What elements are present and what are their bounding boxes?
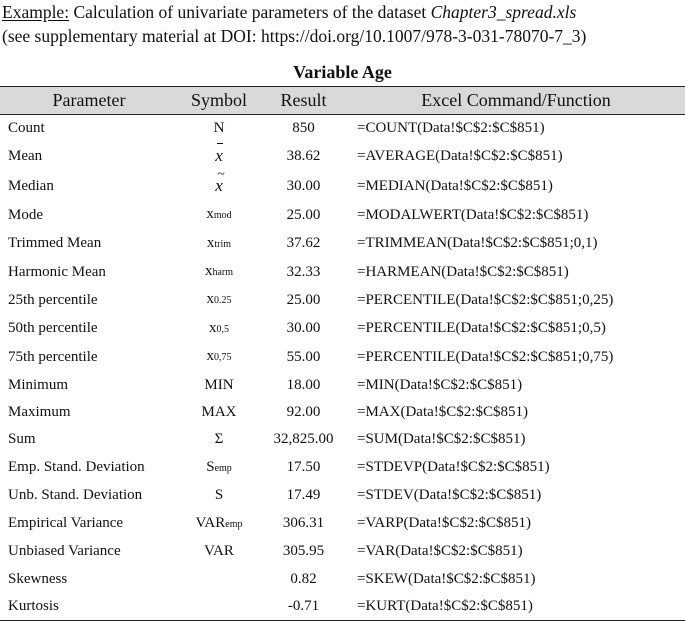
intro-text	[2, 0, 685, 48]
table-title: Variable Age	[293, 62, 392, 82]
cell-command: =PERCENTILE(Data!$C$2:$C$851;0,5)	[357, 320, 606, 337]
table-row	[0, 538, 685, 565]
table-row	[0, 593, 685, 621]
header-parameter: Parameter	[0, 87, 178, 115]
symbol-x-bar: x	[215, 142, 223, 169]
table-row	[0, 399, 685, 426]
table-row	[0, 482, 685, 509]
table-body	[0, 115, 685, 621]
cell-command: =STDEV(Data!$C$2:$C$851)	[357, 487, 542, 504]
symbol-base: N	[213, 120, 225, 136]
cell-result: 305.95	[282, 543, 325, 560]
cell-symbol	[178, 454, 260, 482]
symbol-base: x	[206, 234, 215, 251]
cell-result: 32.33	[286, 263, 321, 280]
table-row	[0, 230, 685, 258]
intro-line-1	[2, 0, 685, 24]
symbol-subscript: trim	[214, 238, 232, 250]
cell-parameter: Kurtosis	[0, 593, 178, 621]
table-header-row	[0, 87, 685, 115]
cell-symbol	[178, 315, 260, 343]
cell-parameter: Mode	[8, 206, 43, 223]
cell-command: =TRIMMEAN(Data!$C$2:$C$851;0,1)	[357, 235, 598, 252]
table-row	[0, 286, 685, 314]
cell-command: =VAR(Data!$C$2:$C$851)	[357, 543, 523, 560]
symbol-x-tilde: ~ x	[215, 172, 223, 199]
symbol-base: VAR	[204, 543, 234, 560]
cell-result: 55.00	[286, 348, 321, 365]
cell-result: -0.71	[260, 593, 347, 621]
cell-command: =HARMEAN(Data!$C$2:$C$851)	[357, 263, 569, 280]
cell-symbol	[178, 593, 260, 621]
cell-result: 38.62	[286, 148, 321, 165]
table-row	[0, 142, 685, 171]
example-label: Example:	[2, 2, 70, 22]
header-result: Result	[260, 87, 347, 115]
cell-result: 306.31	[282, 515, 325, 532]
cell-parameter: Mean	[8, 148, 43, 165]
symbol-subscript: emp	[225, 518, 243, 530]
cell-symbol	[178, 258, 260, 286]
cell-command: =VARP(Data!$C$2:$C$851)	[357, 515, 532, 532]
cell-result: 0.82	[290, 570, 317, 587]
table-row	[0, 510, 685, 538]
symbol-base: S	[206, 458, 215, 475]
cell-command: =MIN(Data!$C$2:$C$851)	[357, 376, 523, 393]
intro-description: Calculation of univariate parameters of the dataset	[69, 2, 431, 22]
symbol-base: S	[214, 487, 224, 504]
cell-symbol	[178, 372, 260, 399]
cell-parameter: Unb. Stand. Deviation	[8, 487, 143, 504]
cell-parameter: Sum	[8, 431, 36, 448]
cell-parameter: Skewness	[8, 570, 68, 587]
cell-symbol	[178, 343, 260, 371]
table-row	[0, 343, 685, 371]
symbol-base: VAR	[195, 514, 226, 531]
header-symbol: Symbol	[178, 87, 260, 115]
cell-command: =KURT(Data!$C$2:$C$851)	[347, 593, 685, 621]
cell-result: 92.00	[286, 404, 321, 421]
cell-symbol	[178, 426, 260, 453]
table-row	[0, 172, 685, 201]
cell-command: =AVERAGE(Data!$C$2:$C$851)	[357, 148, 563, 165]
cell-result: 30.00	[286, 320, 321, 337]
table-row	[0, 258, 685, 286]
cell-symbol	[178, 201, 260, 229]
cell-command: =PERCENTILE(Data!$C$2:$C$851;0,75)	[357, 348, 614, 365]
cell-result: 25.00	[286, 291, 321, 308]
cell-parameter: Median	[8, 177, 54, 194]
symbol-subscript: harm	[212, 267, 234, 279]
cell-result: 32,825.00	[273, 431, 334, 448]
cell-command: =MEDIAN(Data!$C$2:$C$851)	[357, 177, 553, 194]
cell-command: =STDEVP(Data!$C$2:$C$851)	[357, 459, 550, 476]
table-row	[0, 454, 685, 482]
table-row	[0, 315, 685, 343]
table-row	[0, 201, 685, 229]
cell-parameter: 25th percentile	[8, 291, 98, 308]
symbol-subscript: 0,75	[214, 352, 232, 364]
cell-symbol	[178, 538, 260, 565]
table-row	[0, 566, 685, 593]
cell-parameter: 50th percentile	[8, 320, 98, 337]
cell-symbol	[178, 230, 260, 258]
cell-parameter: Unbiased Variance	[8, 543, 121, 560]
cell-symbol	[178, 172, 260, 201]
cell-parameter: Emp. Stand. Deviation	[8, 459, 145, 476]
dataset-filename: Chapter3_spread.xls	[430, 2, 577, 22]
cell-symbol	[178, 566, 260, 593]
cell-symbol	[178, 115, 260, 143]
intro-line-2: (see supplementary material at DOI: https://doi.org/10.1007/978-3-031-78070-7_3)	[2, 26, 587, 46]
symbol-base: x	[206, 291, 214, 308]
symbol-base: x	[204, 263, 213, 280]
symbol-base: x	[206, 206, 214, 223]
symbol-subscript: 0,5	[216, 323, 229, 335]
cell-symbol	[178, 399, 260, 426]
cell-command: =SKEW(Data!$C$2:$C$851)	[357, 570, 536, 587]
cell-result: 850	[292, 120, 315, 136]
header-command: Excel Command/Function	[347, 87, 685, 115]
cell-symbol	[178, 482, 260, 509]
symbol-subscript: 0.25	[214, 295, 232, 307]
cell-result: 17.49	[286, 487, 321, 504]
cell-result: 18.00	[286, 376, 321, 393]
cell-parameter: Minimum	[8, 376, 69, 393]
symbol-subscript: emp	[214, 462, 232, 474]
table-row	[0, 372, 685, 399]
cell-command: =COUNT(Data!$C$2:$C$851)	[357, 120, 545, 136]
symbol-base: x	[206, 348, 214, 365]
cell-result: 25.00	[286, 206, 321, 223]
table-row	[0, 426, 685, 453]
cell-result: 17.50	[286, 459, 321, 476]
cell-parameter: Count	[8, 120, 45, 136]
cell-command: =MODALWERT(Data!$C$2:$C$851)	[357, 206, 589, 223]
cell-result: 37.62	[286, 235, 321, 252]
cell-command: =MAX(Data!$C$2:$C$851)	[357, 404, 528, 421]
cell-parameter: Harmonic Mean	[8, 263, 106, 280]
symbol-base: MIN	[204, 376, 234, 393]
table-row	[0, 115, 685, 143]
cell-symbol	[178, 510, 260, 538]
cell-parameter: 75th percentile	[8, 348, 98, 365]
symbol-base: Σ	[214, 431, 224, 448]
cell-parameter: Empirical Variance	[8, 515, 124, 532]
symbol-base: x	[209, 319, 217, 336]
cell-result: 30.00	[286, 177, 321, 194]
cell-command: =PERCENTILE(Data!$C$2:$C$851;0,25)	[357, 291, 614, 308]
parameters-table	[0, 86, 685, 621]
cell-command: =SUM(Data!$C$2:$C$851)	[357, 431, 526, 448]
symbol-subscript: mod	[213, 210, 232, 222]
cell-symbol	[178, 286, 260, 314]
cell-parameter: Trimmed Mean	[8, 235, 102, 252]
cell-parameter: Maximum	[8, 404, 71, 421]
symbol-base: MAX	[201, 404, 237, 421]
